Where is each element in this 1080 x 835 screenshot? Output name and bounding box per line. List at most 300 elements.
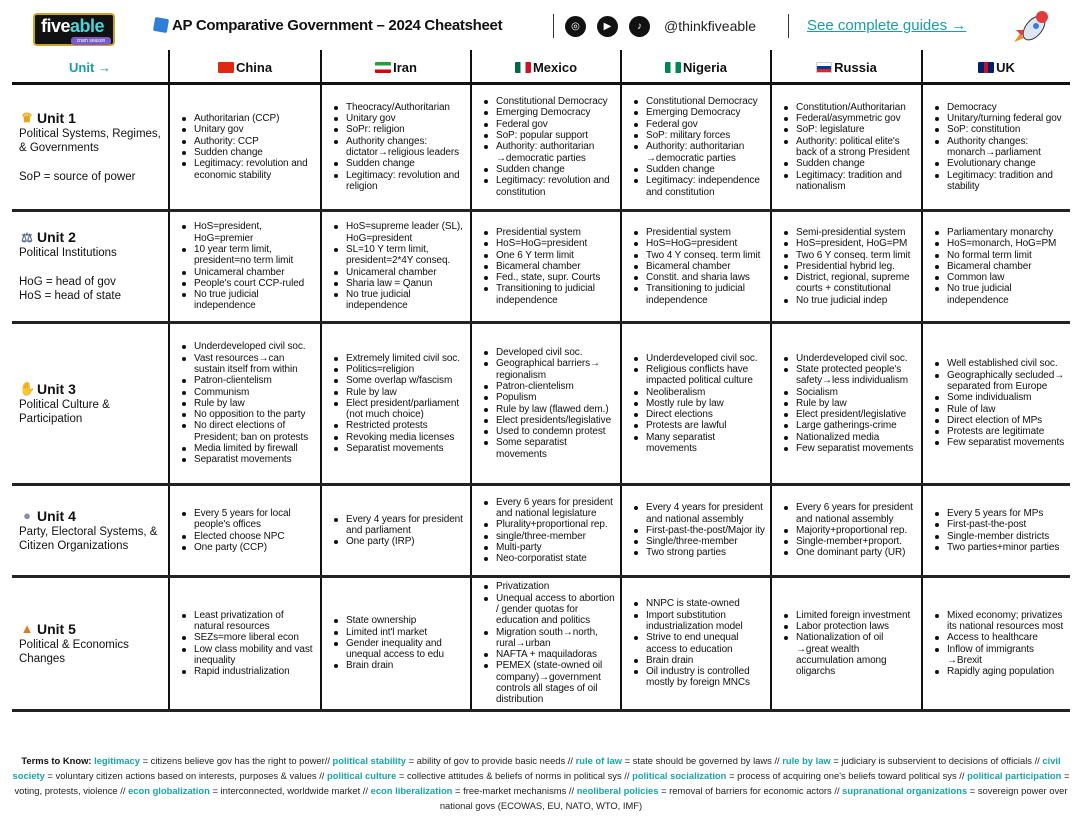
bullet-list	[180, 341, 316, 465]
list-item: Limited foreign investment	[782, 610, 917, 621]
list-item: Elected choose NPC	[180, 531, 316, 542]
list-item: Every 6 years for president and national assembly	[782, 502, 917, 525]
russia-unit-2-cell	[770, 212, 921, 321]
list-item: Underdeveloped civil soc.	[782, 353, 917, 364]
unit-title	[19, 110, 164, 126]
mexico-unit-3-cell	[470, 324, 620, 483]
list-item: Oil industry is controlled mostly by foreign MNCs	[632, 666, 766, 689]
unit-title-text: Unit 4	[37, 507, 76, 524]
list-item: Emerging Democracy	[482, 107, 616, 118]
list-item: Unicameral chamber	[180, 267, 316, 278]
list-item: Legitimacy: revolution and economic stability	[180, 158, 316, 181]
column-label: Unit →	[69, 59, 111, 75]
unit-label	[19, 508, 164, 554]
list-item: Neo-corporatist state	[482, 553, 616, 564]
list-item: Few separatist movements	[933, 437, 1066, 448]
list-item: Privatization	[482, 581, 616, 592]
list-item: Authority: authoritarian →democratic parties	[482, 141, 616, 164]
list-item: Theocracy/Authoritarian	[332, 102, 466, 113]
uk-unit-5-cell	[921, 578, 1070, 709]
china-unit-5-cell	[168, 578, 320, 709]
divider	[553, 14, 554, 38]
list-item: Media limited by firewall	[180, 443, 316, 454]
list-item: Every 6 years for president and national legislature	[482, 497, 616, 520]
list-item: Nationalization of oil →great wealth accumulation among oligarchs	[782, 632, 917, 677]
bullet-list	[180, 508, 316, 553]
unit-cell	[12, 212, 168, 321]
unit-title-text: Unit 3	[37, 380, 76, 397]
list-item: Legitimacy: revolution and religion	[332, 170, 466, 193]
term-name: civil society	[12, 755, 1061, 781]
term-definition: = process of acquiring one's beliefs toward political sys //	[726, 770, 968, 781]
list-item: Unitary/turning federal gov	[933, 113, 1066, 124]
bullet-list	[632, 227, 766, 306]
list-item: Rule by law	[782, 398, 917, 409]
list-item: Migration south→north, rural→urban	[482, 627, 616, 650]
term-definition: = voluntary citizen actions based on interests, purposes & values //	[44, 770, 328, 781]
list-item: Transitioning to judicial independence	[482, 283, 616, 306]
elephant-icon: ●	[23, 508, 31, 523]
china-unit-1-cell	[168, 85, 320, 209]
column-header-mexico	[470, 50, 620, 82]
list-item: Direct elections	[632, 409, 766, 420]
bullet-list	[782, 227, 917, 306]
bullet-list	[933, 508, 1059, 553]
bullet-list	[482, 227, 616, 306]
column-header-nigeria	[620, 50, 770, 82]
bullet-list	[482, 96, 616, 198]
list-item: Access to healthcare	[933, 632, 1066, 643]
uk-unit-4-cell	[921, 486, 1070, 575]
list-item: Single-member+proport.	[782, 536, 917, 547]
term-name: political stability	[332, 755, 406, 766]
list-item: Every 4 years for president and parliament	[332, 514, 466, 537]
table-row-unit-1	[12, 85, 1070, 212]
list-item: Constit. and sharia laws	[632, 272, 766, 283]
bullet-list	[332, 514, 466, 548]
list-item: Strive to end unequal access to education	[632, 632, 766, 655]
list-item: One party (CCP)	[180, 542, 316, 553]
list-item: Authoritarian (CCP)	[180, 113, 316, 124]
list-item: Parliamentary monarchy	[933, 227, 1066, 238]
list-item: SoP: military forces	[632, 130, 766, 141]
list-item: Neoliberalism	[632, 387, 766, 398]
list-item: Fed., state, supr. Courts	[482, 272, 616, 283]
list-item: No opposition to the party	[180, 409, 316, 420]
list-item: Politics=religion	[332, 364, 466, 375]
list-item: SoP: legislature	[782, 124, 917, 135]
list-item: Transitioning to judicial independence	[632, 283, 766, 306]
table-row-unit-5	[12, 578, 1070, 712]
iran-unit-4-cell	[320, 486, 470, 575]
table-row-unit-2	[12, 212, 1070, 324]
column-header-uk	[921, 50, 1070, 82]
uk-unit-1-cell	[921, 85, 1070, 209]
column-label: Iran	[393, 59, 417, 75]
list-item: No true judicial independence	[332, 289, 466, 312]
list-item: Well established civil soc.	[933, 358, 1066, 369]
list-item: PEMEX (state-owned oil company)→government controls all stages of oil distribution	[482, 660, 616, 705]
term-name: neoliberal policies	[576, 785, 659, 796]
list-item: Legitimacy: tradition and nationalism	[782, 170, 917, 193]
list-item: Sudden change	[632, 164, 766, 175]
page-title-text: AP Comparative Government – 2024 Cheatsheet	[172, 17, 503, 34]
list-item: HoS=HoG=president	[632, 238, 766, 249]
list-item: Plurality+proportional rep.	[482, 519, 616, 530]
list-item: SL=10 Y term limit, president=2*4Y conseq.	[332, 244, 466, 267]
column-label: UK	[996, 59, 1015, 75]
bullet-list	[933, 610, 1066, 678]
list-item: Protests are legitimate	[933, 426, 1066, 437]
list-item: Constitution/Authoritarian	[782, 102, 917, 113]
unit-note: HoG = head of gov HoS = head of state	[19, 275, 121, 303]
list-item: Socialism	[782, 387, 917, 398]
column-label: Mexico	[532, 59, 578, 75]
mexico-unit-4-cell	[470, 486, 620, 575]
bullet-list	[782, 610, 917, 678]
russia-unit-4-cell	[770, 486, 921, 575]
list-item: Sudden change	[482, 164, 616, 175]
list-item: Used to condemn protest	[482, 426, 616, 437]
term-name: econ globalization	[128, 785, 210, 796]
column-label: China	[235, 59, 273, 75]
table-row-unit-3	[12, 324, 1070, 486]
list-item: Geographically secluded→ separated from Europe	[933, 370, 1066, 393]
list-item: Elect presidents/legislative	[482, 415, 616, 426]
list-item: NAFTA + maquiladoras	[482, 649, 616, 660]
terms-lead: Terms to Know:	[21, 755, 92, 766]
list-item: Underdeveloped civil soc.	[180, 341, 316, 352]
fiveable-logo[interactable]	[33, 13, 115, 46]
bullet-list	[632, 96, 766, 198]
list-item: HoS=president, HoG=premier	[180, 221, 316, 244]
iran-flag-icon	[375, 62, 391, 73]
nigeria-flag-icon	[665, 62, 681, 73]
mexico-flag-icon	[515, 62, 531, 73]
list-item: Bicameral chamber	[933, 261, 1066, 272]
bullet-list	[632, 353, 766, 455]
list-item: First-past-the-post/Major ity	[632, 525, 766, 536]
list-item: single/three-member	[482, 531, 616, 542]
list-item: Patron-clientelism	[482, 381, 616, 392]
term-definition: = collective attitudes & beliefs of norms in political sys //	[396, 770, 633, 781]
list-item: Authority: political elite's back of a strong President	[782, 136, 917, 159]
bullet-list	[332, 353, 466, 455]
terms-to-know	[10, 753, 1072, 813]
list-item: Authority changes: dictator→religious leaders	[332, 136, 466, 159]
list-item: One dominant party (UR)	[782, 547, 917, 558]
uk-flag-icon	[978, 62, 994, 73]
term-definition: = voting, protests, violence //	[14, 770, 1070, 796]
list-item: Authority: CCP	[180, 136, 316, 147]
youtube-icon[interactable]: ▶	[597, 16, 618, 37]
list-item: Semi-presidential system	[782, 227, 917, 238]
unit-cell	[12, 324, 168, 483]
list-item: Legitimacy: tradition and stability	[933, 170, 1066, 193]
list-item: Sudden change	[180, 147, 316, 158]
unit-label	[19, 229, 121, 304]
list-item: Communism	[180, 387, 316, 398]
list-item: Sudden change	[332, 158, 466, 169]
list-item: 10 year term limit, president=no term limit	[180, 244, 316, 267]
term-definition: = citizens believe gov has the right to power//	[139, 755, 333, 766]
list-item: Restricted protests	[332, 420, 466, 431]
term-definition: = interconnected, worldwide market //	[209, 785, 371, 796]
scales-icon: ⚖	[21, 229, 33, 245]
list-item: No true judicial independence	[933, 283, 1066, 306]
column-header-iran	[320, 50, 470, 82]
bullet-list	[332, 102, 466, 192]
list-item: Rule by law	[180, 398, 316, 409]
list-item: NNPC is state-owned	[632, 598, 766, 609]
list-item: Rapidly aging population	[933, 666, 1066, 677]
list-item: Direct election of MPs	[933, 415, 1066, 426]
list-item: SoPr: religion	[332, 124, 466, 135]
list-item: Constitutional Democracy	[482, 96, 616, 107]
list-item: District, regional, supreme courts + constitutional	[782, 272, 917, 295]
uk-unit-3-cell	[921, 324, 1070, 483]
mexico-unit-5-cell	[470, 578, 620, 709]
list-item: Federal/asymmetric gov	[782, 113, 917, 124]
china-unit-3-cell	[168, 324, 320, 483]
china-unit-2-cell	[168, 212, 320, 321]
term-name: supranational organizations	[842, 785, 968, 796]
term-name: rule of law	[575, 755, 622, 766]
list-item: SoP: popular support	[482, 130, 616, 141]
iran-unit-2-cell	[320, 212, 470, 321]
list-item: Patron-clientelism	[180, 375, 316, 386]
russia-unit-5-cell	[770, 578, 921, 709]
list-item: Brain drain	[632, 655, 766, 666]
list-item: Many separatist movements	[632, 432, 766, 455]
rocket-mascot-icon	[1012, 8, 1052, 44]
list-item: Separatist movements	[180, 454, 316, 465]
list-item: Brain drain	[332, 660, 466, 671]
nigeria-unit-5-cell	[620, 578, 770, 709]
list-item: Import substitution industrialization model	[632, 610, 766, 633]
list-item: People's court CCP-ruled	[180, 278, 316, 289]
list-item: Rapid industrialization	[180, 666, 316, 677]
unit-label	[19, 110, 164, 185]
unit-subtitle: Political & Economics Changes	[19, 638, 129, 665]
bullet-list	[180, 610, 316, 678]
bullet-list	[180, 113, 316, 181]
list-item: State ownership	[332, 615, 466, 626]
china-unit-4-cell	[168, 486, 320, 575]
unit-label	[19, 381, 164, 427]
list-item: SoP: constitution	[933, 124, 1066, 135]
list-item: No true judicial independence	[180, 289, 316, 312]
logo-tagline: cram season	[71, 37, 111, 45]
list-item: Elect president/legislative	[782, 409, 917, 420]
bullet-list	[632, 502, 766, 558]
list-item: Some separatist movements	[482, 437, 616, 460]
list-item: Protests are lawful	[632, 420, 766, 431]
list-item: Low class mobility and vast inequality	[180, 644, 316, 667]
bullet-list	[782, 353, 917, 455]
bullet-list	[482, 347, 616, 460]
unit-cell	[12, 85, 168, 209]
bullet-list	[782, 502, 917, 558]
construction-icon: ▲	[20, 621, 34, 636]
divider	[788, 14, 789, 38]
list-item: HoS=monarch, HoG=PM	[933, 238, 1066, 249]
unit-title	[19, 508, 164, 524]
list-item: Mixed economy; privatizes its national resources most	[933, 610, 1066, 633]
list-item: First-past-the-post	[933, 519, 1059, 530]
unit-note: SoP = source of power	[19, 170, 136, 183]
list-item: Bicameral chamber	[632, 261, 766, 272]
china-flag-icon	[218, 62, 234, 73]
list-item: Some individualism	[933, 392, 1066, 403]
list-item: Single/three-member	[632, 536, 766, 547]
mexico-unit-2-cell	[470, 212, 620, 321]
list-item: Unequal access to abortion / gender quotas for education and politics	[482, 593, 616, 627]
list-item: Religious conflicts have impacted political culture	[632, 364, 766, 387]
list-item: Unicameral chamber	[332, 267, 466, 278]
see-guides-link[interactable]: See complete guides →	[807, 17, 967, 34]
list-item: No formal term limit	[933, 250, 1066, 261]
unit-subtitle: Political Culture & Participation	[19, 398, 110, 425]
unit-subtitle: Political Institutions	[19, 247, 117, 260]
iran-unit-1-cell	[320, 85, 470, 209]
term-definition: = sovereign power over national govs (ECOWAS, EU, NATO, WTO, IMF)	[439, 785, 1068, 811]
term-name: rule by law	[782, 755, 831, 766]
list-item: Two 4 Y conseq. term limit	[632, 250, 766, 261]
unit-title-text: Unit 5	[37, 620, 76, 637]
list-item: Populism	[482, 392, 616, 403]
column-header-unit	[12, 50, 168, 82]
list-item: Elect president/parliament (not much choice)	[332, 398, 466, 421]
list-item: Limited int'l market	[332, 627, 466, 638]
list-item: Unitary gov	[332, 113, 466, 124]
column-header-russia	[770, 50, 921, 82]
nigeria-unit-4-cell	[620, 486, 770, 575]
bullet-list	[482, 497, 616, 565]
unit-label	[19, 621, 164, 667]
bullet-list	[632, 598, 766, 688]
term-name: political socialization	[632, 770, 727, 781]
logo-text: fiveable	[41, 16, 105, 36]
unit-title	[19, 229, 121, 245]
list-item: Bicameral chamber	[482, 261, 616, 272]
list-item: One 6 Y term limit	[482, 250, 616, 261]
unit-cell	[12, 578, 168, 709]
page-title	[154, 17, 502, 34]
nigeria-unit-1-cell	[620, 85, 770, 209]
list-item: Mostly rule by law	[632, 398, 766, 409]
list-item: Rule by law	[332, 387, 466, 398]
term-definition: = free-market mechanisms //	[452, 785, 577, 796]
bullet-list	[782, 102, 917, 192]
list-item: Vast resources→can sustain itself from within	[180, 353, 316, 376]
list-item: Multi-party	[482, 542, 616, 553]
ballot-box-icon	[153, 17, 169, 33]
bullet-list	[933, 358, 1066, 448]
list-item: Federal gov	[482, 119, 616, 130]
russia-flag-icon	[816, 62, 832, 73]
list-item: Few separatist movements	[782, 443, 917, 454]
term-name: political culture	[327, 770, 397, 781]
list-item: Presidential system	[632, 227, 766, 238]
nigeria-unit-3-cell	[620, 324, 770, 483]
term-definition: = ability of gov to provide basic needs //	[405, 755, 576, 766]
list-item: Sudden change	[782, 158, 917, 169]
list-item: No direct elections of President; ban on protests	[180, 420, 316, 443]
list-item: No true judicial indep	[782, 295, 917, 306]
list-item: HoS=supreme leader (SL), HoG=president	[332, 221, 466, 244]
page-header	[0, 0, 1080, 50]
list-item: Underdeveloped civil soc.	[632, 353, 766, 364]
column-label: Russia	[834, 59, 877, 75]
russia-unit-3-cell	[770, 324, 921, 483]
list-item: Large gatherings-crime	[782, 420, 917, 431]
list-item: Single-member districts	[933, 531, 1059, 542]
russia-unit-1-cell	[770, 85, 921, 209]
table-row-unit-4	[12, 486, 1070, 578]
list-item: Sharia law = Qanun	[332, 278, 466, 289]
list-item: Labor protection laws	[782, 621, 917, 632]
list-item: Every 4 years for president and national assembly	[632, 502, 766, 525]
unit-subtitle: Political Systems, Regimes, & Governments	[19, 127, 161, 155]
bullet-list	[482, 581, 616, 705]
bullet-list	[933, 227, 1066, 306]
list-item: Rule of law	[933, 404, 1066, 415]
list-item: Two 6 Y conseq. term limit	[782, 250, 917, 261]
list-item: Some overlap w/fascism	[332, 375, 466, 386]
list-item: Majority+proportional rep.	[782, 525, 917, 536]
term-name: legitimacy	[94, 755, 140, 766]
unit-title	[19, 621, 164, 637]
bullet-list	[332, 221, 466, 311]
list-item: Legitimacy: independence and constitution	[632, 175, 766, 198]
tiktok-icon[interactable]: ♪	[629, 16, 650, 37]
bullet-list	[933, 102, 1066, 192]
term-name: econ liberalization	[370, 785, 453, 796]
list-item: Evolutionary change	[933, 158, 1066, 169]
list-item: SEZs=more liberal econ	[180, 632, 316, 643]
list-item: Geographical barriers→ regionalism	[482, 358, 616, 381]
list-item: State protected people's safety→less individualism	[782, 364, 917, 387]
list-item: HoS=president, HoG=PM	[782, 238, 917, 249]
list-item: Every 5 years for local people's offices	[180, 508, 316, 531]
list-item: Least privatization of natural resources	[180, 610, 316, 633]
term-name: political participation	[967, 770, 1062, 781]
uk-unit-2-cell	[921, 212, 1070, 321]
list-item: Revoking media licenses	[332, 432, 466, 443]
list-item: Authority changes: monarch→parliament	[933, 136, 1066, 159]
unit-title	[19, 381, 164, 397]
instagram-icon[interactable]: ◎	[565, 16, 586, 37]
column-label: Nigeria	[682, 59, 728, 75]
list-item: Emerging Democracy	[632, 107, 766, 118]
list-item: Legitimacy: revolution and constitution	[482, 175, 616, 198]
list-item: Presidential system	[482, 227, 616, 238]
list-item: Gender inequality and unequal access to edu	[332, 638, 466, 661]
column-header-china	[168, 50, 320, 82]
list-item: Presidential hybrid leg.	[782, 261, 917, 272]
list-item: Developed civil soc.	[482, 347, 616, 358]
list-item: Democracy	[933, 102, 1066, 113]
mexico-unit-1-cell	[470, 85, 620, 209]
list-item: Two strong parties	[632, 547, 766, 558]
social-handle[interactable]: @thinkfiveable	[664, 18, 757, 34]
bullet-list	[180, 221, 316, 311]
table-body	[12, 85, 1070, 712]
list-item: Federal gov	[632, 119, 766, 130]
nigeria-unit-2-cell	[620, 212, 770, 321]
list-item: Unitary gov	[180, 124, 316, 135]
